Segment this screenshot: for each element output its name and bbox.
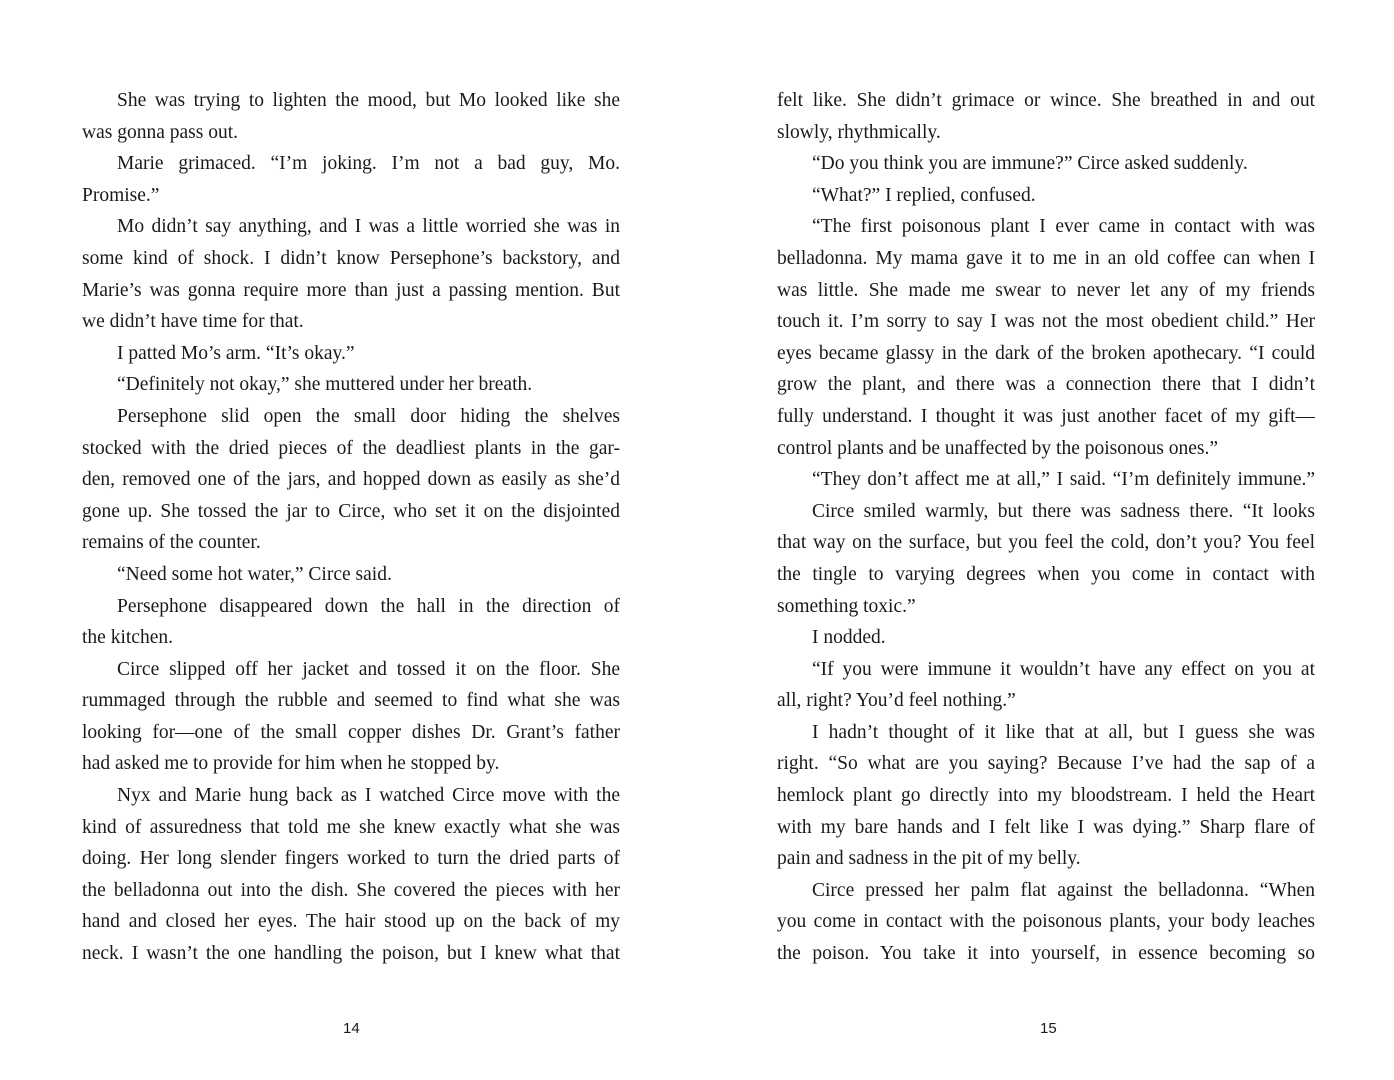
text-line: pain and sadness in the pit of my belly.: [777, 848, 1081, 870]
text-line: fully understand. I thought it was just another facet of my gift—: [777, 405, 1315, 427]
text-line: with my bare hands and I felt like I was dying.” Sharp flare of: [777, 816, 1315, 838]
text-line: I hadn’t thought of it like that at all, but I guess she was: [812, 721, 1315, 743]
text-line: Promise.”: [82, 184, 160, 206]
text-line: slowly, rhythmically.: [777, 121, 941, 143]
text-line: all, right? You’d feel nothing.”: [777, 690, 1016, 712]
text-line: kind of assuredness that told me she knew exactly what she was: [82, 816, 620, 838]
text-line: the tingle to varying degrees when you come in contact with: [777, 563, 1315, 585]
text-line: doing. Her long slender fingers worked to turn the dried parts of: [82, 848, 620, 870]
text-line: control plants and be unaffected by the poisonous ones.”: [777, 437, 1218, 459]
text-line: had asked me to provide for him when he stopped by.: [82, 753, 500, 775]
text-line: remains of the counter.: [82, 532, 261, 554]
text-line: Mo didn’t say anything, and I was a little worried she was in: [117, 216, 620, 238]
text-line: stocked with the dried pieces of the deadliest plants in the gar-: [82, 437, 620, 459]
text-line: Marie’s was gonna require more than just a passing mention. But: [82, 279, 620, 301]
left-page-number: 14: [343, 1020, 360, 1037]
text-line: the poison. You take it into yourself, in essence becoming so: [777, 943, 1315, 965]
text-line: belladonna. My mama gave it to me in an old coffee can when I: [777, 247, 1315, 269]
text-line: we didn’t have time for that.: [82, 311, 304, 333]
text-line: hemlock plant go directly into my bloodstream. I held the Heart: [777, 785, 1315, 807]
text-line: hand and closed her eyes. The hair stood up on the back of my: [82, 911, 620, 933]
text-line: the kitchen.: [82, 627, 173, 649]
text-line: looking for—one of the small copper dishes Dr. Grant’s father: [82, 721, 620, 743]
text-line: touch it. I’m sorry to say I was not the most obedient child.” Her: [777, 311, 1315, 333]
text-line: you come in contact with the poisonous plants, your body leaches: [777, 911, 1315, 933]
text-line: “What?” I replied, confused.: [812, 184, 1036, 206]
text-line: rummaged through the rubble and seemed to find what she was: [82, 690, 620, 712]
text-line: neck. I wasn’t the one handling the poison, but I knew what that: [82, 943, 620, 965]
text-line: right. “So what are you saying? Because I’ve had the sap of a: [777, 753, 1315, 775]
text-line: “They don’t affect me at all,” I said. “I’m definitely immune.”: [812, 469, 1315, 491]
text-line: She was trying to lighten the mood, but Mo looked like she: [117, 90, 620, 111]
text-line: “Definitely not okay,” she muttered under her breath.: [117, 374, 533, 396]
text-line: I nodded.: [812, 627, 886, 649]
text-line: “Do you think you are immune?” Circe asked suddenly.: [812, 153, 1248, 175]
text-line: I patted Mo’s arm. “It’s okay.”: [117, 342, 355, 364]
text-line: grow the plant, and there was a connection there that I didn’t: [777, 374, 1315, 396]
text-line: Circe slipped off her jacket and tossed it on the floor. She: [117, 658, 620, 680]
text-line: “If you were immune it wouldn’t have any effect on you at: [812, 658, 1315, 680]
right-page-number: 15: [1040, 1020, 1057, 1037]
text-line: was little. She made me swear to never let any of my friends: [777, 279, 1315, 301]
text-line: the belladonna out into the dish. She covered the pieces with her: [82, 879, 620, 901]
text-line: something toxic.”: [777, 595, 916, 617]
text-line: was gonna pass out.: [82, 121, 238, 143]
text-line: Circe smiled warmly, but there was sadness there. “It looks: [812, 500, 1315, 522]
text-line: Persephone disappeared down the hall in the direction of: [117, 595, 620, 617]
left-page-text: [82, 85, 620, 970]
text-line: “Need some hot water,” Circe said.: [117, 563, 392, 585]
text-line: felt like. She didn’t grimace or wince. She breathed in and out: [777, 90, 1315, 111]
text-line: that way on the surface, but you feel the cold, don’t you? You feel: [777, 532, 1315, 554]
text-line: eyes became glassy in the dark of the broken apothecary. “I could: [777, 342, 1315, 364]
text-line: Nyx and Marie hung back as I watched Circe move with the: [117, 785, 620, 807]
text-line: den, removed one of the jars, and hopped down as easily as she’d: [82, 469, 620, 491]
text-line: “The first poisonous plant I ever came in contact with was: [812, 216, 1315, 238]
text-line: Circe pressed her palm flat against the belladonna. “When: [812, 879, 1315, 901]
text-line: Marie grimaced. “I’m joking. I’m not a bad guy, Mo.: [117, 153, 620, 175]
text-line: gone up. She tossed the jar to Circe, who set it on the disjointed: [82, 500, 620, 522]
text-line: some kind of shock. I didn’t know Persephone’s backstory, and: [82, 247, 620, 269]
text-line: Persephone slid open the small door hiding the shelves: [117, 405, 620, 427]
right-page-text: [777, 85, 1315, 970]
